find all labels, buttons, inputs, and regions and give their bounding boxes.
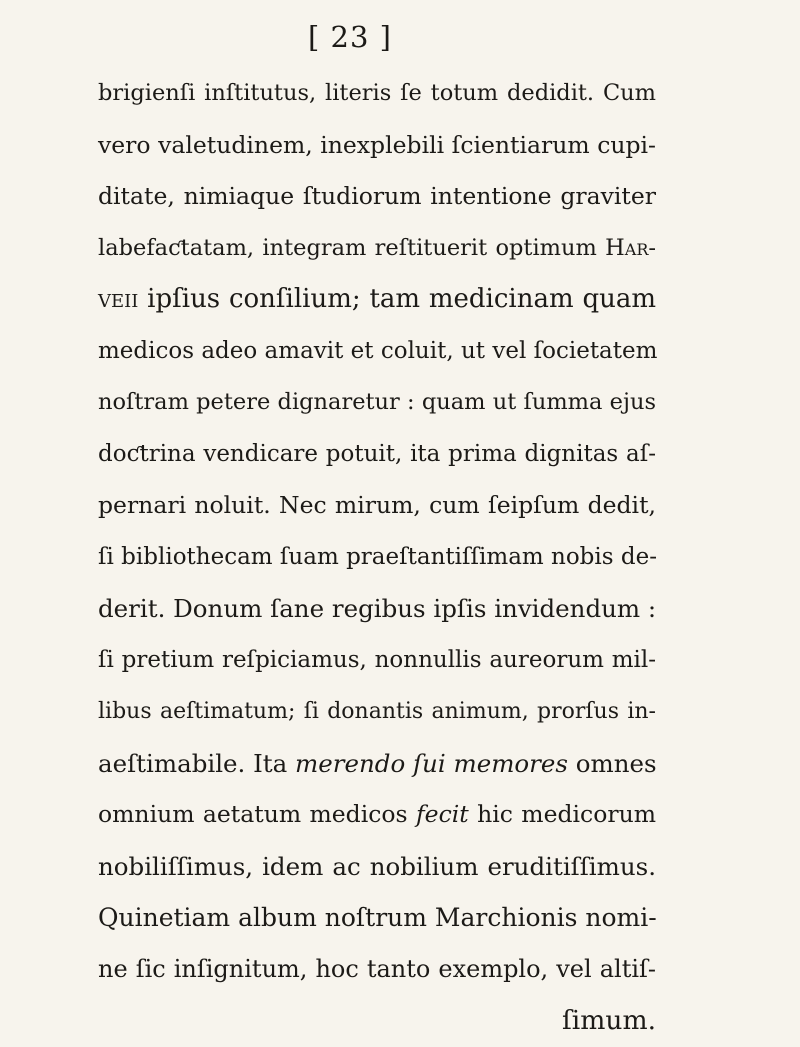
text-segment: ipſius conſilium; tam medicinam quam (138, 284, 656, 314)
text-segment: libus aeſtimatum; ſi donantis animum, prorſus in- (98, 699, 656, 724)
text-line (98, 686, 656, 738)
text-line (98, 326, 656, 378)
text-segment: ſi bibliothecam ſuam praeſtantiſſimam nobis de- (98, 543, 657, 570)
text-segment: medicos adeo amavit et coluit, ut vel ſocietatem (98, 337, 658, 364)
text-line (98, 68, 656, 120)
text-segment: labefaƈtatam, integram reſtituerit optimum H (98, 234, 625, 261)
text-segment: merendo ſui memores (295, 748, 568, 778)
text-segment: ſimum. (561, 1005, 656, 1036)
text-segment: Quinetiam album noſtrum Marchionis nomi- (98, 903, 657, 932)
text-segment: hic medicorum (468, 800, 656, 828)
text-segment: ne ſic inſignitum, hoc tanto exemplo, vel altiſ- (98, 954, 656, 983)
text-segment: vero valetudinem, inexplebili ſcientiarum cupi- (98, 130, 656, 159)
page-number: [ 23 ] (308, 20, 392, 54)
text-line (98, 892, 656, 944)
text-segment: aeſtimabile. Ita (98, 748, 296, 778)
text-segment: veii (98, 284, 139, 314)
text-line (98, 635, 656, 687)
text-line (98, 995, 656, 1047)
text-segment: nobiliſſimus, idem ac nobilium eruditiſſimus. (98, 851, 656, 881)
text-line (98, 583, 656, 635)
text-line (98, 223, 656, 275)
text-segment: fecit (415, 800, 469, 828)
text-segment: ſi pretium reſpiciamus, nonnullis aureorum mil- (98, 646, 656, 673)
text-segment: doƈtrina vendicare potuit, ita prima dignitas aſ- (98, 440, 656, 467)
text-segment: ar- (624, 234, 656, 261)
text-segment: omnes (567, 748, 657, 778)
body-text (98, 68, 656, 1047)
text-line (98, 120, 656, 172)
text-line (98, 377, 656, 429)
text-line (98, 532, 656, 584)
text-line (98, 171, 656, 223)
text-line (98, 944, 656, 996)
text-segment: derit. Donum ſane regibus ipſis invidendum : (98, 594, 657, 623)
text-segment: noſtram petere dignaretur : quam ut ſumma ejus (98, 389, 656, 415)
text-segment: brigienſi inſtitutus, literis ſe totum dedidit. Cum (98, 80, 656, 106)
text-line (98, 841, 656, 893)
text-line (98, 738, 656, 790)
text-line (98, 789, 656, 841)
text-line (98, 480, 656, 532)
text-segment: pernari noluit. Nec mirum, cum ſeipſum dedit, (98, 491, 656, 519)
text-line (98, 429, 656, 481)
text-line (98, 274, 656, 326)
text-segment: ditate, nimiaque ſtudiorum intentione graviter (98, 182, 656, 210)
text-segment: omnium aetatum medicos (98, 800, 416, 828)
